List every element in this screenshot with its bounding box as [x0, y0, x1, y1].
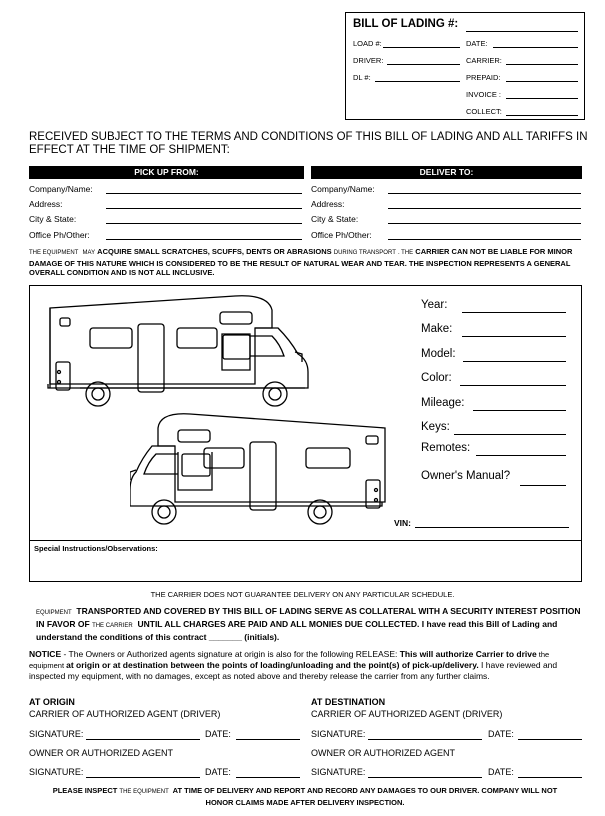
origin-title: AT ORIGIN: [29, 697, 75, 707]
make-field[interactable]: [462, 336, 566, 337]
mileage-field[interactable]: [473, 410, 566, 411]
date-field[interactable]: [493, 47, 578, 48]
carrier-field[interactable]: [506, 64, 578, 65]
origin-date-field[interactable]: [236, 739, 300, 740]
rv-diagram-side-left[interactable]: [40, 292, 315, 414]
invoice-label: INVOICE :: [466, 90, 502, 99]
deliver-address-label: Address:: [311, 199, 345, 209]
model-label: Model:: [421, 348, 456, 360]
deliver-address-field[interactable]: [388, 208, 581, 209]
destination-title: AT DESTINATION: [311, 697, 386, 707]
color-field[interactable]: [460, 385, 566, 386]
equipment-damage-note: THE EQUIPMENT MAY ACQUIRE SMALL SCRATCHES, SCUFFS, DENTS OR ABRASIONS DURING TRANSPORT . THE CARRIER CAN NOT BE LIABLE FOR MINOR DAMAGE OF THIS NATURE WHICH IS CONSIDERED TO BE THE RESULT OF NATURAL WEAR AND TEAR. THE INSPECTION REPRESENTS A GENERAL OVERALL CONDITION AND IS NOT ALL INCLUSIVE.: [29, 247, 573, 277]
driver-label: DRIVER:: [353, 56, 384, 65]
origin-signature2-field[interactable]: [86, 777, 200, 778]
special-instructions-field[interactable]: [34, 556, 574, 578]
prepaid-label: PREPAID:: [466, 73, 501, 82]
deliver-header: DELIVER TO:: [311, 166, 582, 179]
received-statement: RECEIVED SUBJECT TO THE TERMS AND CONDITIONS OF THIS BILL OF LADING AND ALL TARIFFS IN EFFECT AT THE TIME OF SHIPMENT:: [29, 131, 588, 156]
color-label: Color:: [421, 372, 452, 384]
vin-field[interactable]: [415, 527, 569, 528]
destination-date-label: DATE:: [488, 729, 514, 739]
pickup-address-field[interactable]: [106, 208, 302, 209]
dl-field[interactable]: [375, 81, 460, 82]
deliver-company-label: Company/Name:: [311, 184, 375, 194]
keys-field[interactable]: [454, 434, 566, 435]
delivery-guarantee-note: THE CARRIER DOES NOT GUARANTEE DELIVERY ON ANY PARTICULAR SCHEDULE.: [150, 590, 455, 599]
keys-label: Keys:: [421, 421, 450, 433]
destination-agent-label: CARRIER OF AUTHORIZED AGENT (DRIVER): [311, 709, 503, 719]
remotes-label: Remotes:: [421, 442, 471, 454]
carrier-label: CARRIER:: [466, 56, 502, 65]
destination-date2-label: DATE:: [488, 767, 514, 777]
prepaid-field[interactable]: [506, 81, 578, 82]
year-label: Year:: [421, 299, 448, 311]
inspection-divider: [29, 540, 582, 541]
pickup-office-label: Office Ph/Other:: [29, 230, 90, 240]
make-label: Make:: [421, 323, 453, 335]
pickup-company-label: Company/Name:: [29, 184, 93, 194]
destination-signature-field[interactable]: [368, 739, 482, 740]
release-notice: NOTICE - The Owners or Authorized agents signature at origin is also for the following RELEASE: This will authorize Carrier to drive the equipment at origin or at destination between the points of loading/unloading and the point(s) of pick-up/delivery. I have reviewed and inspected my equipment, with no damages, except as noted above and thereby release the carrier from any further claims.: [29, 649, 558, 681]
collateral-statement: EQUIPMENT TRANSPORTED AND COVERED BY THIS BILL OF LADING SERVE AS COLLATERAL WITH A SECURITY INTEREST POSITION IN FAVOR OF THE CARRIER UNTIL ALL CHARGES ARE PAID AND ALL MONIES DUE COLLECTED. I have read this Bill of Lading and understand the conditions of this contract _______ (initials).: [36, 606, 581, 642]
origin-agent-label: CARRIER OF AUTHORIZED AGENT (DRIVER): [29, 709, 221, 719]
remotes-field[interactable]: [476, 455, 566, 456]
bill-of-lading-number-field[interactable]: [466, 31, 578, 32]
bill-of-lading-title: BILL OF LADING #:: [353, 18, 459, 30]
deliver-office-field[interactable]: [388, 239, 581, 240]
owners-manual-field[interactable]: [520, 485, 566, 486]
deliver-city-field[interactable]: [388, 223, 581, 224]
origin-signature2-label: SIGNATURE:: [29, 767, 84, 777]
vin-label: VIN:: [394, 518, 411, 528]
driver-field[interactable]: [387, 64, 460, 65]
deliver-office-label: Office Ph/Other:: [311, 230, 372, 240]
owners-manual-label: Owner's Manual?: [421, 470, 511, 482]
origin-date2-label: DATE:: [205, 767, 231, 777]
destination-date2-field[interactable]: [518, 777, 582, 778]
load-field[interactable]: [383, 47, 460, 48]
collect-label: COLLECT:: [466, 107, 502, 116]
pickup-header: PICK UP FROM:: [29, 166, 304, 179]
dl-label: DL #:: [353, 73, 371, 82]
origin-date2-field[interactable]: [236, 777, 300, 778]
rv-diagram-side-right[interactable]: [130, 410, 395, 532]
invoice-field[interactable]: [506, 98, 578, 99]
special-instructions-label: Special Instructions/Observations:: [34, 544, 158, 553]
deliver-company-field[interactable]: [388, 193, 581, 194]
destination-signature2-field[interactable]: [368, 777, 482, 778]
origin-signature-label: SIGNATURE:: [29, 729, 84, 739]
date-label: DATE:: [466, 39, 488, 48]
pickup-city-label: City & State:: [29, 214, 77, 224]
model-field[interactable]: [463, 361, 566, 362]
deliver-city-label: City & State:: [311, 214, 359, 224]
origin-owner-label: OWNER OR AUTHORIZED AGENT: [29, 748, 174, 758]
delivery-inspection-note: PLEASE INSPECT THE EQUIPMENT AT TIME OF DELIVERY AND REPORT AND RECORD ANY DAMAGES TO OUR DRIVER. COMPANY WILL NOT HONOR CLAIMS MADE AFTER DELIVERY INSPECTION.: [52, 786, 558, 807]
pickup-company-field[interactable]: [106, 193, 302, 194]
collect-field[interactable]: [506, 115, 578, 116]
mileage-label: Mileage:: [421, 397, 465, 409]
load-label: LOAD #:: [353, 39, 382, 48]
pickup-office-field[interactable]: [106, 239, 302, 240]
destination-owner-label: OWNER OR AUTHORIZED AGENT: [311, 748, 456, 758]
destination-date-field[interactable]: [518, 739, 582, 740]
year-field[interactable]: [462, 312, 566, 313]
destination-signature-label: SIGNATURE:: [311, 729, 366, 739]
pickup-city-field[interactable]: [106, 223, 302, 224]
destination-signature2-label: SIGNATURE:: [311, 767, 366, 777]
pickup-address-label: Address:: [29, 199, 63, 209]
origin-date-label: DATE:: [205, 729, 231, 739]
origin-signature-field[interactable]: [86, 739, 200, 740]
